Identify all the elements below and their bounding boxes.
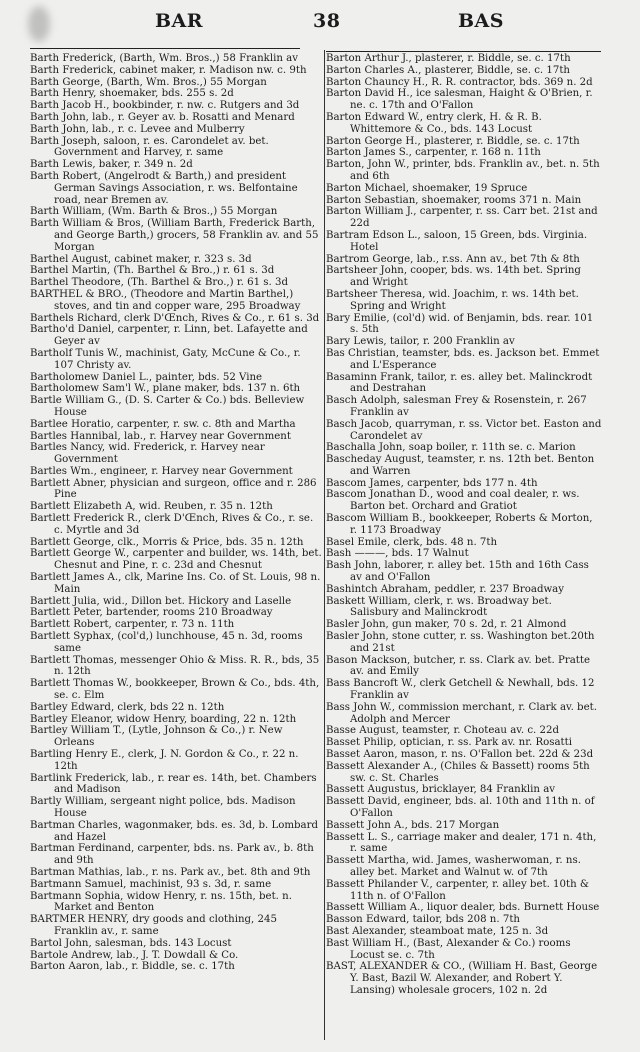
directory-entry: Bary Emilie, (col'd) wid. of Benjamin, bds. rear. 101 s. 5th: [326, 312, 594, 336]
directory-entry: Bason Mackson, butcher, r. ss. Clark av. bet. Pratte av. and Emily: [326, 654, 591, 678]
directory-entry: Barth Robert, (Angelrodt & Barth,) and president German Savings Association, r. ws. Belfontaine road, near Bremen av.: [30, 170, 298, 206]
directory-entry: Barton Charles A., plasterer, Biddle, se. c. 17th: [326, 64, 570, 76]
directory-entry: Bartlett Thomas W., bookkeeper, Brown & Co., bds. 4th, se. c. Elm: [30, 678, 320, 702]
directory-entry: Bartley William T., (Lytle, Johnson & Co.,) r. New Orleans: [30, 725, 283, 749]
directory-entry: Bartmann Sophia, widow Henry, r. ns. 15th, bet. n. Market and Benton: [30, 890, 292, 914]
directory-entry: Bartman Ferdinand, carpenter, bds. ns. Park av., b. 8th and 9th: [30, 843, 314, 867]
directory-entry: Bartol John, salesman, bds. 143 Locust: [30, 937, 232, 949]
directory-entry: Bassett Augustus, bricklayer, 84 Franklin av: [326, 784, 556, 796]
header-left-guide-word: BAR: [155, 10, 204, 32]
directory-entry: Basler John, gun maker, 70 s. 2d, r. 21 Almond: [326, 619, 567, 631]
directory-entry: Bascom James, carpenter, bds 177 n. 4th: [326, 477, 538, 489]
directory-entry: BARTMER HENRY, dry goods and clothing, 245 Franklin av., r. same: [30, 914, 277, 937]
directory-entry: Bartlett Julia, wid., Dillon bet. Hickory and Laselle: [30, 595, 292, 607]
directory-entry: Bashintch Abraham, peddler, r. 237 Broadway: [326, 583, 565, 595]
directory-entry: Bascheday August, teamster, r. ns. 12th bet. Benton and Warren: [326, 454, 595, 477]
directory-entry: Basson Edward, tailor, bds 208 n. 7th: [326, 914, 520, 926]
directory-entry: Basset Aaron, mason, r. ns. O'Fallon bet. 22d & 23d: [326, 749, 594, 761]
directory-entry: BARTHEL & BRO., (Theodore and Martin Barthel,) stoves, and tin and copper ware, 295 Broadway: [30, 288, 301, 312]
directory-entry: Bartle William G., (D. S. Carter & Co.) bds. Belleview House: [30, 395, 305, 418]
directory-entry: Bash ———, bds. 17 Walnut: [326, 548, 469, 560]
directory-entry: Bascom Jonathan D., wood and coal dealer, r. ws. Barton bet. Orchard and Gratiot: [326, 489, 580, 513]
directory-entry: Barth George, (Barth, Wm. Bros.,) 55 Morgan: [30, 76, 267, 88]
directory-entry: Barth Henry, shoemaker, bds. 255 s. 2d: [30, 88, 234, 100]
directory-entry: Bassett Alexander A., (Chiles & Bassett) rooms 5th sw. c. St. Charles: [326, 760, 590, 784]
directory-entry: Basler John, stone cutter, r. ss. Washington bet.20th and 21st: [326, 631, 595, 654]
directory-entry: Bartlett Frederick R., clerk D'Œnch, Rives & Co., r. se. c. Myrtle and 3d: [30, 513, 314, 536]
directory-entry: Barth William, (Wm. Barth & Bros.,) 55 Morgan: [30, 206, 278, 218]
directory-entry: Basel Emile, clerk, bds. 48 n. 7th: [326, 536, 498, 548]
directory-entry: Bartsheer Theresa, wid. Joachim, r. ws. 14th bet. Spring and Wright: [326, 288, 579, 312]
directory-entry: Bass John W., commission merchant, r. Clark av. bet. Adolph and Mercer: [326, 701, 597, 725]
directory-entry: Bartholomew Daniel L., painter, bds. 52 Vine: [30, 371, 263, 383]
directory-entry: Bartly William, sergeant night police, bds. Madison House: [30, 796, 296, 819]
directory-entry: Bartho'd Daniel, carpenter, r. Linn, bet. Lafayette and Geyer av: [30, 324, 308, 348]
directory-entry: Bartlett George, clk., Morris & Price, bds. 35 n. 12th: [30, 536, 304, 548]
directory-entry: Barth William & Bros, (William Barth, Frederick Barth, and George Barth,) grocers, 58 Franklin av. and 55 Morgan: [30, 218, 319, 253]
column-divider: [324, 50, 325, 1040]
header-rule-left: [30, 48, 300, 49]
directory-entry: Baschalla John, soap boiler, r. 11th se. c. Marion: [326, 442, 576, 454]
directory-entry: Bartmann Samuel, machinist, 93 s. 3d, r. same: [30, 878, 272, 890]
directory-entry: Bartlett Abner, physician and surgeon, office and r. 286 Pine: [30, 477, 317, 501]
directory-entry: Barth Frederick, cabinet maker, r. Madison nw. c. 9th: [30, 64, 307, 76]
directory-entry: Bartole Andrew, lab., J. T. Dowdall & Co.: [30, 949, 239, 961]
directory-entry: Bartlett Thomas, messenger Ohio & Miss. R. R., bds, 35 n. 12th: [30, 654, 320, 678]
directory-entry: Bartley Eleanor, widow Henry, boarding, 22 n. 12th: [30, 713, 297, 725]
directory-entry: Bartman Charles, wagonmaker, bds. es. 3d, b. Lombard and Hazel: [30, 819, 319, 843]
page-number: 38: [313, 10, 341, 32]
directory-entry: Bassett William A., liquor dealer, bds. Burnett House: [326, 902, 600, 914]
directory-entry: Bartholf Tunis W., machinist, Gaty, McCune & Co., r. 107 Christy av.: [30, 347, 301, 371]
directory-entry: Bash John, laborer, r. alley bet. 15th and 16th Cass av and O'Fallon: [326, 560, 589, 584]
left-column: [30, 53, 322, 973]
directory-entry: Barton James S., carpenter, r. 168 n. 11th: [326, 147, 541, 159]
directory-entry: Bartles Wm., engineer, r. Harvey near Government: [30, 465, 293, 477]
directory-entry: Bartlett Elizabeth A, wid. Reuben, r. 35 n. 12th: [30, 501, 273, 513]
directory-entry: Bartles Nancy, wid. Frederick, r. Harvey near Government: [30, 442, 265, 466]
directory-entry: Bas Christian, teamster, bds. es. Jackson bet. Emmet and L'Esperance: [326, 347, 600, 371]
directory-entry: Barthel Theodore, (Th. Barthel & Bro.,) r. 61 s. 3d: [30, 277, 289, 289]
ink-smudge: [28, 6, 50, 42]
directory-entry: Basse August, teamster, r. Choteau av. c. 22d: [326, 725, 559, 737]
directory-entry: Barth Lewis, baker, r. 349 n. 2d: [30, 159, 193, 171]
directory-entry: BAST, ALEXANDER & CO., (William H. Bast, George Y. Bast, Bazil W. Alexander, and Robert Y. Lansing) wholesale grocers, 102 n. 2d: [326, 961, 598, 996]
directory-entry: Bartlett Syphax, (col'd,) lunchhouse, 45 n. 3d, rooms same: [30, 631, 303, 654]
directory-entry: Bartlee Horatio, carpenter, r. sw. c. 8th and Martha: [30, 418, 296, 430]
directory-entry: Bartrom George, lab., r.ss. Ann av., bet 7th & 8th: [326, 253, 580, 265]
directory-entry: Bartram Edson L., saloon, 15 Green, bds. Virginia. Hotel: [326, 229, 588, 253]
directory-entry: Bascom William B., bookkeeper, Roberts & Morton, r. 1173 Broadway: [326, 513, 593, 536]
directory-entry: Bartlett James A., clk, Marine Ins. Co. of St. Louis, 98 n. Main: [30, 572, 321, 595]
directory-entry: Barthel August, cabinet maker, r. 323 s. 3d: [30, 253, 252, 265]
directory-entry: Bartley Edward, clerk, bds 22 n. 12th: [30, 701, 225, 713]
directory-entry: Barton William J., carpenter, r. ss. Carr bet. 21st and 22d: [326, 206, 598, 230]
directory-entry: Barth John, lab., r. c. Levee and Mulberry: [30, 123, 245, 135]
directory-entry: Bartlett Peter, bartender, rooms 210 Broadway: [30, 607, 273, 619]
directory-entry: Bassett Martha, wid. James, washerwoman, r. ns. alley bet. Market and Walnut w. of 7th: [326, 855, 581, 878]
directory-entry: Barth Jacob H., bookbinder, r. nw. c. Rutgers and 3d: [30, 100, 300, 112]
directory-entry: Bartling Henry E., clerk, J. N. Gordon & Co., r. 22 n. 12th: [30, 749, 299, 772]
directory-entry: Basch Adolph, salesman Frey & Rosenstein, r. 267 Franklin av: [326, 395, 587, 418]
directory-entry: Bast Alexander, steamboat mate, 125 n. 3d: [326, 925, 549, 937]
directory-entry: Bass Bancroft W., clerk Getchell & Newhall, bds. 12 Franklin av: [326, 678, 595, 702]
directory-entry: Basset Philip, optician, r. ss. Park av. nr. Rosatti: [326, 737, 572, 749]
directory-entry: Barton Arthur J., plasterer, r. Biddle, se. c. 17th: [326, 53, 571, 64]
directory-entry: Bassett John A., bds. 217 Morgan: [326, 819, 500, 831]
directory-entry: Barton Aaron, lab., r. Biddle, se. c. 17th: [30, 961, 235, 973]
directory-entry: Bartlett George W., carpenter and builder, ws. 14th, bet. Chesnut and Pine, r. c. 23d and Chesnut: [30, 548, 322, 572]
directory-entry: Bassett David, engineer, bds. al. 10th and 11th n. of O'Fallon: [326, 796, 595, 819]
directory-entry: Baskett William, clerk, r. ws. Broadway bet. Salisbury and Malinckrodt: [326, 595, 552, 619]
header-right-guide-word: BAS: [458, 10, 505, 32]
directory-entry: Bartman Mathias, lab., r. ns. Park av., bet. 8th and 9th: [30, 866, 311, 878]
directory-entry: Bartsheer John, cooper, bds. ws. 14th bet. Spring and Wright: [326, 265, 581, 289]
header-rule-right: [326, 51, 601, 52]
directory-entry: Barton David H., ice salesman, Haight & O'Brien, r. ne. c. 17th and O'Fallon: [326, 88, 593, 112]
directory-entry: Bassett Philander V., carpenter, r. alley bet. 10th & 11th n. of O'Fallon: [326, 878, 589, 902]
directory-entry: Bassett L. S., carriage maker and dealer, 171 n. 4th, r. same: [326, 831, 597, 855]
directory-entry: Barton Michael, shoemaker, 19 Spruce: [326, 182, 528, 194]
directory-entry: Barthels Richard, clerk D'Œnch, Rives & Co., r. 61 s. 3d: [30, 312, 320, 324]
directory-entry: Barton Sebastian, shoemaker, rooms 371 n. Main: [326, 194, 582, 206]
directory-entry: Bartles Hannibal, lab., r. Harvey near Government: [30, 430, 291, 442]
directory-entry: Basch Jacob, quarryman, r. ss. Victor bet. Easton and Carondelet av: [326, 418, 602, 442]
directory-entry: Bartlink Frederick, lab., r. rear es. 14th, bet. Chambers and Madison: [30, 772, 317, 796]
directory-entry: Barton Chauncy H., R. R. contractor, bds. 369 n. 2d: [326, 76, 593, 88]
directory-entry: Barth Frederick, (Barth, Wm. Bros.,) 58 Franklin av: [30, 53, 298, 64]
directory-entry: Barthel Martin, (Th. Barthel & Bro.,) r. 61 s. 3d: [30, 265, 275, 277]
directory-entry: Barth Joseph, saloon, r. es. Carondelet av. bet. Government and Harvey, r. same: [30, 135, 269, 159]
directory-entry: Bartholomew Sam'l W., plane maker, bds. 137 n. 6th: [30, 383, 301, 395]
directory-entry: Bast William H., (Bast, Alexander & Co.) rooms Locust se. c. 7th: [326, 937, 571, 961]
directory-entry: Bartlett Robert, carpenter, r. 73 n. 11th: [30, 619, 235, 631]
directory-entry: Basaminn Frank, tailor, r. es. alley bet. Malinckrodt and Destrahan: [326, 371, 593, 395]
directory-entry: Bary Lewis, tailor, r. 200 Franklin av: [326, 336, 515, 348]
directory-entry: Barth John, lab., r. Geyer av. b. Rosatti and Menard: [30, 111, 295, 123]
right-column: [326, 53, 602, 997]
directory-entry: Barton, John W., printer, bds. Franklin av., bet. n. 5th and 6th: [326, 159, 600, 182]
directory-entry: Barton George H., plasterer, r. Biddle, se. c. 17th: [326, 135, 580, 147]
directory-entry: Barton Edward W., entry clerk, H. & R. B. Whittemore & Co., bds. 143 Locust: [326, 111, 542, 135]
